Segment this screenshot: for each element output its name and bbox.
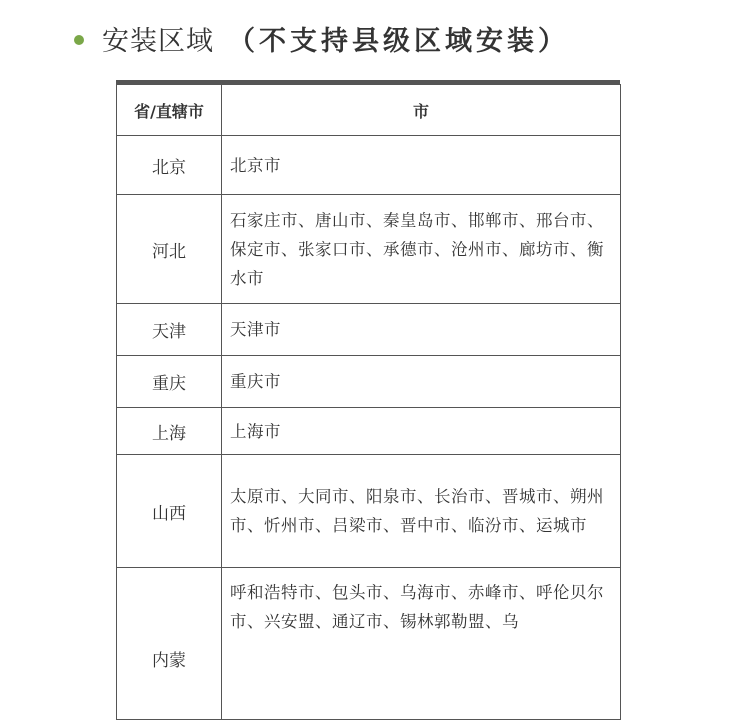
province-cell: 上海: [117, 408, 222, 455]
cities-cell: 天津市: [222, 304, 621, 356]
bullet-dot-icon: [74, 35, 84, 45]
province-cell: 河北: [117, 195, 222, 304]
section-heading: [74, 16, 569, 60]
cities-cell: 石家庄市、唐山市、秦皇岛市、邯郸市、邢台市、保定市、张家口市、承德市、沧州市、廊坊市、衡水市: [222, 195, 621, 304]
table-row: [117, 455, 621, 568]
header-city: 市: [222, 85, 621, 136]
table-row: [117, 568, 621, 720]
section-title: 安装区域: [102, 25, 214, 57]
cities-cell: 呼和浩特市、包头市、乌海市、赤峰市、呼伦贝尔市、兴安盟、通辽市、锡林郭勒盟、乌: [222, 568, 621, 720]
table-row: [117, 136, 621, 195]
table-row: [117, 408, 621, 455]
table-row: [117, 195, 621, 304]
cities-cell: 上海市: [222, 408, 621, 455]
province-cell: 天津: [117, 304, 222, 356]
install-region-table: [116, 80, 620, 720]
section-note: （不支持县级区域安装）: [228, 25, 569, 57]
table-row: [117, 356, 621, 408]
cities-cell: 重庆市: [222, 356, 621, 408]
header-province: 省/直辖市: [117, 85, 222, 136]
table-row: [117, 304, 621, 356]
province-cell: 山西: [117, 455, 222, 568]
province-cell: 重庆: [117, 356, 222, 408]
province-cell: 北京: [117, 136, 222, 195]
table-header-row: [117, 85, 621, 136]
province-cell: 内蒙: [117, 568, 222, 720]
cities-cell: 太原市、大同市、阳泉市、长治市、晋城市、朔州市、忻州市、吕梁市、晋中市、临汾市、运城市: [222, 455, 621, 568]
cities-cell: 北京市: [222, 136, 621, 195]
